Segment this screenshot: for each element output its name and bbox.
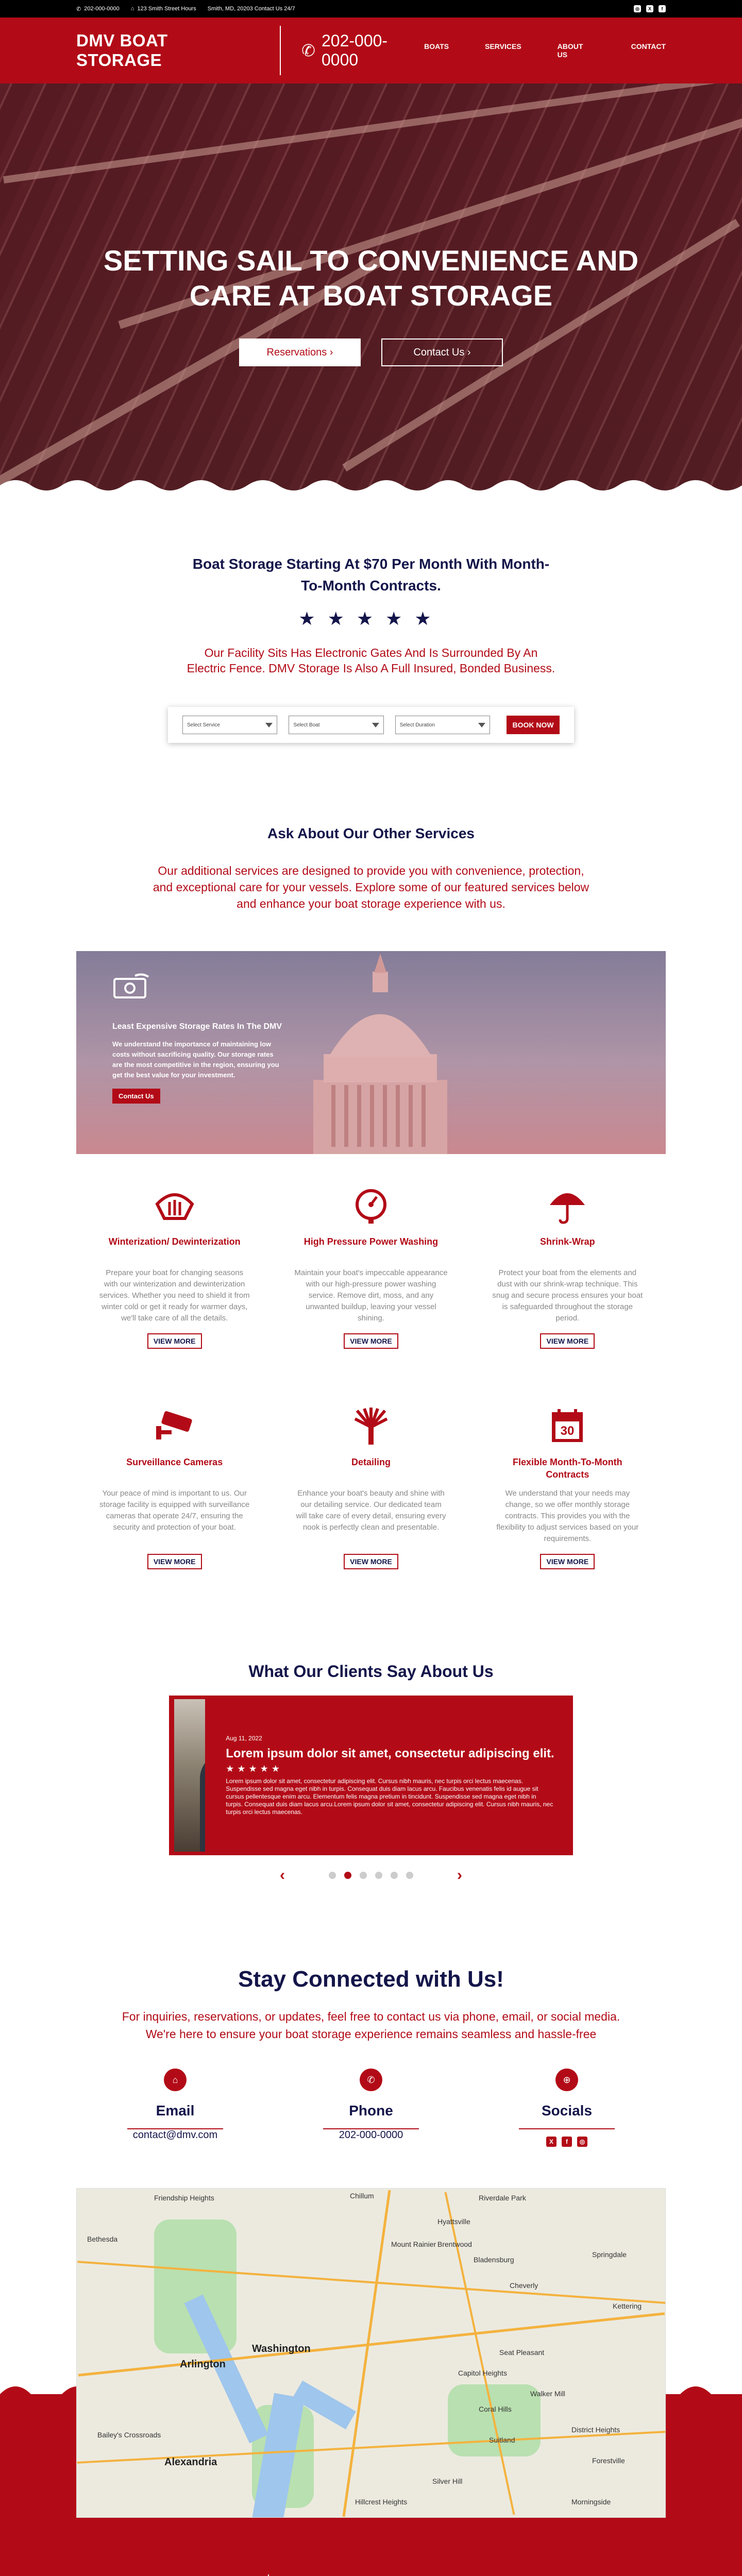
services-grid	[76, 1185, 666, 1569]
book-now-button[interactable]: BOOK NOW	[507, 716, 560, 734]
globe-icon: ⊕	[555, 2069, 578, 2091]
topbar-social	[634, 5, 666, 12]
topbar-hours: Smith, MD, 20203 Contact Us 24/7	[207, 6, 295, 12]
site-footer	[0, 2523, 742, 2576]
facebook-icon[interactable]: f	[562, 2137, 572, 2147]
reservations-button[interactable]: Reservations ›	[239, 338, 361, 366]
service-text: We understand that your needs may change, so we offer monthly storage contracts. This provides you with the flexibility to adjust services based on your requirements.	[496, 1489, 639, 1543]
carousel-dot[interactable]	[406, 1872, 413, 1879]
services-intro-text: Our additional services are designed to provide you with convenience, protection, and exceptional care for your vessels. Explore some of our featured services below and enhance your boat storage experience with us.	[153, 864, 589, 910]
home-icon: ⌂	[164, 2069, 187, 2091]
main-nav	[424, 42, 666, 59]
booking-form	[168, 707, 574, 743]
banner-text: We understand the importance of maintaining low costs without sacrificing quality. Our storage rates are the most competitive in the region, ensuring you get the best value for your investment.	[112, 1040, 279, 1079]
svg-text:30: 30	[560, 1424, 575, 1438]
pricing-subtext: Our Facility Sits Has Electronic Gates And Is Surrounded By An Electric Fence. DMV Storage Is Also A Full Insured, Bonded Business.	[187, 646, 555, 675]
site-header	[0, 18, 742, 83]
contact-phone: ✆ Phone 202-000-0000	[319, 2069, 423, 2147]
nav-about-us[interactable]: ABOUT US	[557, 42, 583, 59]
service-title: Shrink-Wrap	[539, 1236, 595, 1247]
x-icon[interactable]: X	[546, 2137, 556, 2147]
service-text: Your peace of mind is important to us. Our storage facility is equipped with surveillance cameras that operate 24/7, ensuring the security and protection of your boat.	[99, 1489, 250, 1532]
umbrella-icon	[548, 1187, 587, 1225]
phone-icon: ✆	[301, 41, 315, 60]
location-icon: ⌂	[130, 6, 134, 12]
service-title: Detailing	[351, 1457, 391, 1467]
map-footer-wrap	[0, 2188, 742, 2523]
connect-text: For inquiries, reservations, or updates, feel free to contact us via phone, email, or social media. We're here to ensure your boat storage experience remains seamless and hassle-free	[122, 2010, 620, 2041]
carousel-dots	[329, 1872, 413, 1879]
email-link[interactable]: contact@dmv.com	[132, 2129, 218, 2141]
service-card-contracts	[469, 1405, 666, 1569]
service-text: Enhance your boat's beauty and shine with our detailing service. Our dedicated team will take care of every detail, ensuring every nook is perfectly clean and presentable.	[296, 1489, 446, 1532]
pressure-gauge-icon	[354, 1188, 388, 1224]
contact-email: ⌂ Email contact@dmv.com	[124, 2069, 227, 2147]
service-text: Protect your boat from the elements and dust with our shrink-wrap technique. This snug and secure process ensures your boat is safeguarded throughout the storage period.	[492, 1268, 643, 1323]
top-bar	[0, 0, 742, 18]
connect-heading: Stay Connected with Us!	[238, 1967, 504, 1992]
storage-rates-banner	[76, 951, 666, 1154]
topbar-phone[interactable]: ✆ 202-000-0000	[76, 6, 120, 12]
service-card-winterization	[76, 1185, 273, 1349]
testimonial-date: Aug 11, 2022	[226, 1735, 262, 1742]
hero-wave	[0, 475, 742, 496]
testimonial-card	[169, 1696, 573, 1855]
x-icon[interactable]: X	[646, 5, 653, 12]
carousel-dot[interactable]	[375, 1872, 382, 1879]
prev-arrow-icon[interactable]: ‹	[280, 1867, 285, 1884]
carousel-dot[interactable]	[391, 1872, 398, 1879]
nav-contact[interactable]: CONTACT	[631, 42, 666, 50]
service-card-power-washing	[273, 1185, 469, 1349]
rating-stars: ★★★★★	[298, 608, 444, 629]
next-arrow-icon[interactable]: ›	[457, 1867, 462, 1884]
testimonial-body: Lorem ipsum dolor sit amet, consectetur adipiscing elit. Cursus nibh mauris, nec turpis orci lectus maecenas. Suspendisse sed magna eget nibh in turpis. Consequat duis diam lacus arcu. Faucibus venenatis felis id augue sit cursus pellentesque enim arcu. Elementum felis magna pretium in tincidunt. Suspendisse sed magna eget nibh in turpis. Consequat duis diam lacus arcu.Lorem ipsum dolor sit amet, consectetur adipiscing elit. Cursus nibh mauris, nec turpis orci lectus maecenas.	[226, 1777, 553, 1816]
testimonial-title: Lorem ipsum dolor sit amet, consectetur adipiscing elit.	[226, 1747, 554, 1760]
carousel-controls	[0, 1867, 742, 1884]
testimonial-stars: ★★★★★	[226, 1764, 283, 1774]
view-more-button[interactable]: VIEW MORE	[540, 1333, 595, 1349]
phone-link[interactable]: 202-000-0000	[339, 2129, 403, 2141]
hero-title: SETTING SAIL TO CONVENIENCE AND CARE AT BOAT STORAGE	[103, 244, 639, 312]
service-title: Winterization/ Dewinterization	[108, 1236, 241, 1247]
banner-panel	[112, 972, 282, 1104]
windshield-defrost-icon	[154, 1189, 195, 1223]
services-intro	[0, 825, 742, 912]
carousel-dot[interactable]	[344, 1872, 351, 1879]
view-more-button[interactable]: VIEW MORE	[344, 1333, 398, 1349]
banner-title: Least Expensive Storage Rates In The DMV	[112, 1022, 282, 1031]
nav-services[interactable]: SERVICES	[485, 42, 521, 50]
hero-contact-button[interactable]: Contact Us ›	[381, 338, 503, 366]
facebook-icon[interactable]: f	[659, 5, 666, 12]
pricing-section	[0, 496, 742, 743]
view-more-button[interactable]: VIEW MORE	[540, 1554, 595, 1569]
pricing-heading: Boat Storage Starting At $70 Per Month With Month-To-Month Contracts.	[192, 556, 550, 594]
service-title: Flexible Month-To-Month Contracts	[513, 1457, 622, 1480]
service-text: Prepare your boat for changing seasons with our winterization and dewinterization services. Whether you need to shield it from winter cold or get it ready for warmer days, we'll take care of all the details.	[99, 1268, 250, 1323]
select-duration[interactable]: Select Duration	[395, 716, 490, 734]
service-card-shrink-wrap	[469, 1185, 666, 1349]
money-icon	[112, 972, 154, 1001]
service-title: High Pressure Power Washing	[303, 1236, 439, 1247]
calendar-30-icon	[550, 1408, 584, 1444]
duster-icon	[353, 1406, 389, 1446]
header-phone[interactable]: ✆ 202-000-0000	[301, 31, 388, 69]
select-service[interactable]: Select Service	[182, 716, 277, 734]
view-more-button[interactable]: VIEW MORE	[147, 1333, 202, 1349]
security-camera-icon	[154, 1411, 195, 1442]
select-boat[interactable]: Select Boat	[289, 716, 383, 734]
instagram-icon[interactable]: ◎	[577, 2137, 587, 2147]
testimonials-heading: What Our Clients Say About Us	[248, 1662, 494, 1681]
services-heading: Ask About Our Other Services	[267, 825, 475, 841]
location-map[interactable]: Chillum Riverdale Park Friendship Heights Hyattsville Bethesda Brentwood Mount Rainier Bladensburg Cheverly Springdale Kettering Washington Seat Pleasant Arlington Capitol Heights Walker Mill Coral Hills Bailey's Crossroads Alexandria Suitland District Heights Forestville Silver Hill Hillcrest Heights Morningside	[76, 2188, 666, 2518]
carousel-dot[interactable]	[360, 1872, 367, 1879]
topbar-address: ⌂ 123 Smith Street Hours	[130, 6, 196, 12]
view-more-button[interactable]: VIEW MORE	[344, 1554, 398, 1569]
nav-boats[interactable]: BOATS	[424, 42, 449, 50]
testimonials-section	[0, 1662, 742, 1884]
phone-icon: ✆	[360, 2069, 382, 2091]
hero-section	[0, 83, 742, 496]
service-card-surveillance	[76, 1405, 273, 1569]
hero-dock	[3, 83, 739, 183]
banner-contact-button[interactable]: Contact Us	[112, 1089, 160, 1104]
phone-icon: ✆	[76, 6, 81, 12]
view-more-button[interactable]: VIEW MORE	[147, 1554, 202, 1569]
header-divider	[280, 26, 281, 75]
contact-socials: ⊕ Socials X f ◎	[515, 2069, 618, 2147]
site-logo[interactable]: DMV BOAT STORAGE	[76, 31, 168, 70]
carousel-dot[interactable]	[329, 1872, 336, 1879]
connect-section	[0, 1967, 742, 2147]
instagram-icon[interactable]: ◎	[634, 5, 641, 12]
testimonial-photo	[174, 1699, 205, 1852]
service-card-detailing	[273, 1405, 469, 1569]
service-title: Surveillance Cameras	[126, 1457, 223, 1467]
service-text: Maintain your boat's impeccable appearance with our high-pressure power washing service. Remove dirt, moss, and any unwanted buildup, leaving your vessel shining.	[294, 1268, 448, 1323]
